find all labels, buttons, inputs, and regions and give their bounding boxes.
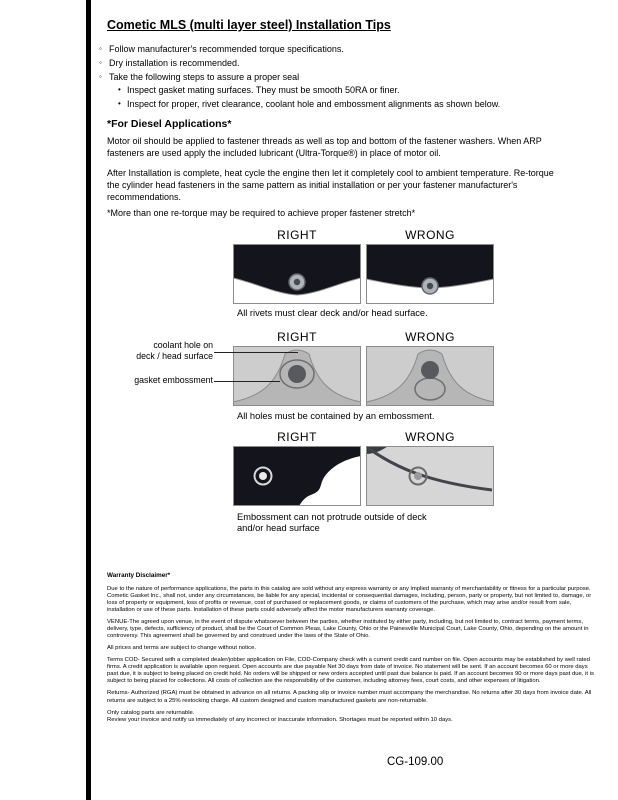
coolant-hole-label-line2: deck / head surface	[136, 350, 213, 361]
legal-paragraph: Only catalog parts are returnable.	[107, 709, 195, 716]
legal-section	[107, 572, 594, 729]
row3-right-label: RIGHT	[277, 430, 317, 444]
tip-sub-item	[118, 99, 599, 110]
legal-paragraph: VENUE-The agreed upon venue, in the event of dispute whatsoever between the parties, whether instituted by either party, including, but not limited to, contract terms, payment terms, delivery, type, defects, sufficiency of product, shall be the Court of Common Pleas, Lake County, Ohio or the Painesville Municipal Court, Lake County, Ohio, depending on the amount in controversy. This agreement shall be governed by and construed under the laws of the State of Ohio.	[107, 618, 589, 640]
tip-sub-item	[118, 85, 599, 96]
legal-paragraph: Review your invoice and notify us immediately of any incorrect or inaccurate information. Shortages must be reported within 10 days.	[107, 716, 453, 723]
coolant-hole-label	[116, 340, 213, 362]
tip-text: Follow manufacturer's recommended torque specifications.	[109, 44, 344, 54]
embossment-pointer-line	[214, 381, 280, 382]
tip-item	[99, 58, 599, 69]
gasket-embossment-label: gasket embossment	[134, 375, 213, 385]
rivet-right-diagram	[233, 244, 361, 304]
sub-bullet-marker-icon: •	[118, 85, 121, 95]
row2-caption: All holes must be contained by an embossment.	[237, 411, 435, 421]
bullet-marker-icon: ◦	[99, 57, 102, 67]
row1-right-label: RIGHT	[277, 228, 317, 242]
tip-text: Inspect gasket mating surfaces. They must be smooth 50RA or finer.	[127, 85, 400, 96]
legal-paragraph: All prices and terms are subject to change without notice.	[107, 645, 256, 652]
diesel-paragraph-2: After Installation is complete, heat cycle the engine then let it completely cool to ambient temperature. Re-torque the cylinder head fasteners in the same pattern as initial installation or per your fastener manufacturer's recommendations.	[107, 168, 554, 202]
page-code: CG-109.00	[387, 756, 444, 768]
legal-paragraph: Returns- Authorized (RGA) must be obtained in advance on all returns. A packing slip or invoice number must accompany the merchandise. No returns after 30 days from invoice date. All returns are subject to a 25% restocking charge. All custom designed and custom manufactured gaskets are non-returnable.	[107, 690, 592, 704]
bullet-marker-icon: ◦	[99, 44, 102, 53]
coolant-hole-label-line1: coolant hole on	[153, 340, 213, 350]
row3-wrong-label: WRONG	[405, 430, 455, 444]
row2-right-label: RIGHT	[277, 330, 317, 344]
warranty-disclaimer-heading: Warranty Disclaimer*	[107, 572, 171, 579]
embossment-right-diagram	[233, 346, 361, 406]
row2-wrong-label: WRONG	[405, 330, 455, 344]
row1-caption: All rivets must clear deck and/or head surface.	[237, 308, 428, 318]
embossment-wrong-diagram	[366, 346, 494, 406]
left-border-rule	[86, 0, 91, 800]
protrusion-right-diagram	[233, 446, 361, 506]
tips-list	[99, 44, 599, 113]
tip-text: Take the following steps to assure a proper seal	[109, 71, 300, 82]
tip-text: Dry installation is recommended.	[109, 57, 240, 68]
tip-text: Inspect for proper, rivet clearance, coolant hole and embossment alignments as shown below.	[127, 99, 501, 110]
tip-item	[99, 44, 599, 55]
page-title: Cometic MLS (multi layer steel) Installation Tips	[107, 18, 391, 32]
diesel-paragraph-1: Motor oil should be applied to fastener threads as well as top and bottom of the fastener washers. When ARP fasteners are used apply the included lubricant (Ultra-Torque®) in place of motor oil.	[107, 136, 542, 158]
coolant-hole-pointer-line	[214, 352, 298, 353]
row1-wrong-label: WRONG	[405, 228, 455, 242]
diesel-applications-heading: *For Diesel Applications*	[107, 118, 232, 130]
protrusion-wrong-diagram	[366, 446, 494, 506]
legal-paragraph: Due to the nature of performance applications, the parts in this catalog are sold without any express warranty or any implied warranty of merchantability or fitness for a particular purpose. Cometic Gasket Inc., shall not, under any circumstances, be liable for any special, incidental or consequential damages, including, person, party or property, but not limited to, damage, or loss of property or equipment, loss of profits or revenue, cost of purchased or replacement goods, or claims of customers of the purchase, which may arise and/or result from sale, installation or use of these parts. Installation of these parts could adversely affect the motor manufacturers warranty coverage.	[107, 585, 592, 613]
bullet-marker-icon: ◦	[99, 71, 102, 81]
row3-caption: Embossment can not protrude outside of deck and/or head surface	[237, 512, 427, 534]
sub-bullet-marker-icon: •	[118, 99, 121, 109]
tip-item	[99, 72, 599, 83]
legal-paragraph: Terms COD- Secured with a completed dealer/jobber application on File, COD-Company check with a current credit card number on file. Open accounts may be established by well rated firms. A credit application is available upon request. Open accounts are due payable Net 30 days from date of invoice. No statement will be sent. If an account becomes 60 or more days past due, it is subject to being placed on credit hold. No orders will be shipped or new orders accepted until past due balance is paid. If an account becomes 90 or more days past due, it is subject to being placed for collections. All costs of collection are the responsibility of the customer, including attorney fees, court costs, and other expenses of litigation.	[107, 657, 594, 685]
rivet-wrong-diagram	[366, 244, 494, 304]
retorque-note: *More than one re-torque may be required to achieve proper fastener stretch*	[107, 208, 416, 218]
